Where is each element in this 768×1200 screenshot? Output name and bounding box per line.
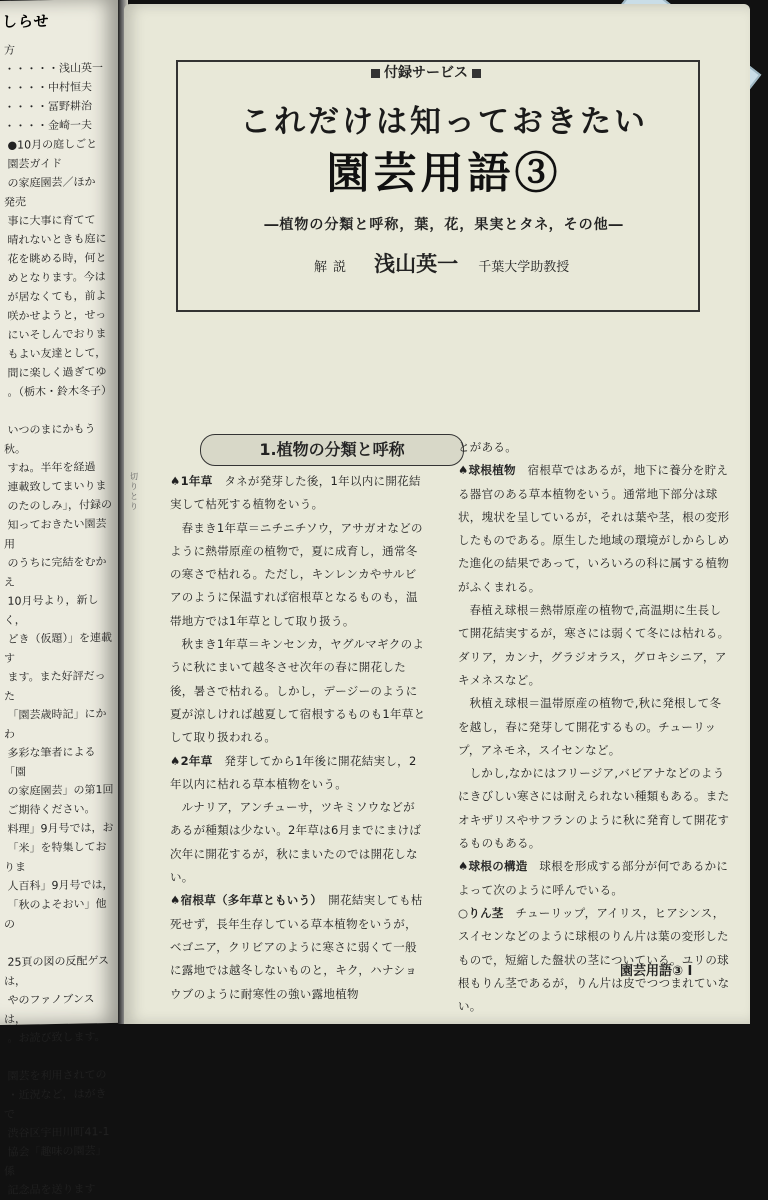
author-row — [314, 248, 569, 278]
square-icon — [472, 69, 481, 78]
paragraph — [458, 855, 730, 902]
term: ♠2年草 — [170, 753, 213, 768]
paragraph-text: タネが発芽した後，1年以内に開花結実して枯死する植物をいう。 — [170, 474, 421, 512]
paragraph-text: 春まき1年草＝ニチニチソウ，アサガオなどのように熱帯原産の植物で，夏に成育し，通常冬の寒さで枯れる。ただし，キンレンカやサルビアのように保温すれば宿根草となるものも，温帯地方では1年草として取り扱う。 — [170, 520, 423, 628]
paragraph — [170, 889, 426, 1005]
term: ♠球根植物 — [458, 463, 516, 478]
term: ♠球根の構造 — [458, 859, 528, 874]
right-page — [124, 4, 750, 1024]
paragraph-text: 秋植え球根＝温帯原産の植物で,秋に発根して冬を越し，春に発芽して開花するもの。チューリップ，アネモネ，スイセンなど。 — [458, 696, 722, 757]
paragraph-text: しかし,なかにはフリージア,バビアナなどのようにきびしい寒さには耐えられない種類もある。またオキザリスやサフランのように秋に発育して開花するものもある。 — [458, 766, 730, 851]
left-page-text: 方 ・・・・・浅山英一 ・・・・中村恒夫 ・・・・冨野耕治 ・・・・金崎一夫 ●10月の庭しごと 園芸ガイド の家庭園芸／ほか 発売 事に大事に育てて 晴れないときも庭に 花を眺める時，何と めとなります。今は が居なくても，前よ 咲かせようと，せっ にいそしんでおりま もよい友達として， 間に楽しく過ぎてゆ 。（栃木・鈴木冬子） いつのまにかもう秋。 すね。半年を経過 連載致してまいりま のたのしみ」，付録の 知っておきたい園芸用 のうちに完結をむかえ 10月号より，新しく， どき（仮題）」を連載す ます。また好評だった 「園芸歳時記」にかわ 多彩な筆者による「園 の家庭園芸」の第1回 ご期待ください。 料理」9月号では，お 「米」を特集しておりま 人百科」9月号では， 「秋のよそおい」他の 25頁の図の反配ゲスは， やのファノブンスは， 。お読び致します。 園芸を利用されての ・近況など，はがきで 渋谷区宇田川町41-1 協会「趣味の園芸」係 記念品を送ります — [4, 43, 114, 1197]
term: ♠1年草 — [170, 474, 213, 488]
cut-line-note: 切りとり — [130, 472, 138, 511]
subtitle: ―植物の分類と呼称，葉，花，果実とタネ，その他― — [264, 217, 624, 233]
section-heading: 1.植物の分類と呼称 — [200, 434, 464, 466]
paragraph — [170, 796, 426, 889]
paragraph — [170, 633, 426, 749]
paragraph — [458, 599, 730, 692]
text-column-right — [458, 436, 730, 1018]
paragraph-text: 宿根草ではあるが，地下に養分を貯える器官のある草本植物をいう。通常地下部分は球状，塊状を呈しているが，それは葉や茎，根の変形したものである。原生した地域の環境がしからしめた進化の結果であって，いろいろの科に属する植物がふくまれる。 — [458, 463, 730, 594]
term: ♠宿根草（多年草ともいう） — [170, 893, 317, 908]
term: ○りん茎 — [458, 905, 504, 920]
paragraph — [458, 692, 730, 762]
text-column-left — [170, 470, 426, 1006]
paragraph — [170, 470, 426, 517]
paragraph-text: 発芽してから1年後に開花結実し，2年以内に枯れる草本植物をいう。 — [170, 753, 417, 791]
paragraph-text: とがある。 — [458, 440, 517, 454]
paragraph-text: 秋まき1年草＝キンセンカ，ヤグルマギクのように秋にまいて越冬させ次年の春に開花した後，暑さで枯れる。しかし，デージーのように夏が涼しければ越夏して宿根するものも1年草として取り扱われる。 — [170, 637, 426, 745]
banner — [356, 62, 496, 84]
paragraph — [170, 517, 426, 633]
page-footer: 園芸用語③ Ⅰ — [620, 964, 693, 979]
left-page-title: しらせ — [2, 12, 50, 31]
paragraph — [458, 762, 730, 855]
author-name: 浅山英一 — [374, 251, 459, 276]
left-page — [0, 0, 118, 1197]
paragraph-text: 開花結実しても枯死せず，長年生存している草本植物をいうが，ベゴニア，クリビアのように寒さに弱くて一般に露地では越冬しないものと，キク，ハナショウブのように耐寒性の強い露地植物 — [170, 893, 423, 1001]
paragraph — [458, 436, 730, 459]
paragraph — [170, 750, 426, 797]
paragraph-text: 球根を形成する部分が何であるかによって次のように呼んでいる。 — [458, 859, 729, 897]
paragraph-text: ルナリア，アンチューサ，ツキミソウなどがあるが種類は少ない。2年草は6月までにまけば次年に開花するが，秋にまいたのでは開花しない。 — [170, 800, 422, 885]
title-line-2: 園芸用語③ — [326, 149, 562, 199]
author-title: 千葉大学助教授 — [478, 260, 570, 275]
title-line-1: これだけは知っておきたい — [240, 104, 648, 140]
banner-label: 付録サービス — [384, 65, 468, 81]
paragraph-text: チューリップ，アイリス，ヒアシンス，スイセンなどのように球根のりん片は葉の変形したもので，短縮した盤状の茎についている。ユリの球根もりん茎であるが，りん片は皮でつつまれていない。 — [458, 905, 730, 1014]
square-icon — [371, 69, 380, 78]
paragraph-text: 春植え球根＝熱帯原産の植物で,高温期に生長して開花結実するが，寒さには弱くて冬には枯れる。ダリア，カンナ，グラジオラス，グロキシニア，アキメネスなど。 — [458, 603, 730, 687]
author-label: 解説 — [314, 260, 353, 275]
paragraph — [458, 459, 730, 599]
